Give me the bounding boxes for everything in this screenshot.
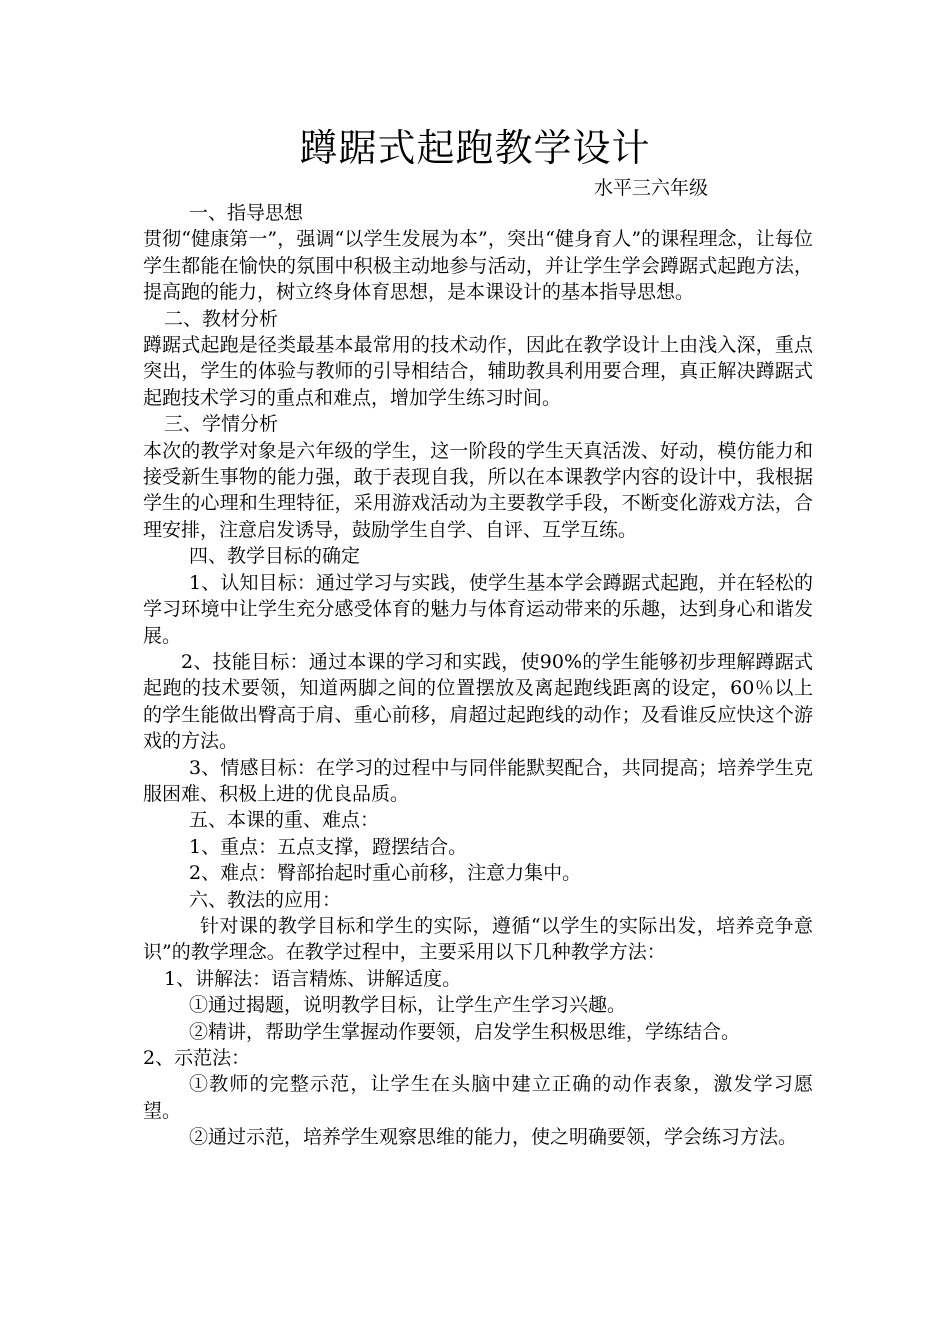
body-paragraph: 本次的教学对象是六年级的学生，这一阶段的学生天真活泼、好动，模仿能力和接受新生事物的能力强，敢于表现自我，所以在本课教学内容的设计中，我根据学生的心理和生理特征，采用游戏活动为主要教学手段，不断变化游戏方法，合理安排，注意启发诱导，鼓励学生自学、自评、互学互练。 [143, 439, 813, 541]
body-paragraph: 贯彻“健康第一”，强调“以学生发展为本”，突出“健身育人”的课程理念，让每位学生都能在愉快的氛围中积极主动地参与活动，并让学生学会蹲踞式起跑方法，提高跑的能力，树立终身体育思想，是本课设计的基本指导思想。 [143, 228, 813, 304]
list-item: ①通过揭题，说明教学目标，让学生产生学习兴趣。 [189, 994, 627, 1017]
section-heading: 四、教学目标的确定 [189, 545, 361, 568]
list-item: 2、示范法： [143, 1047, 251, 1069]
list-item: ②通过示范，培养学生观察思维的能力，使之明确要领，学会练习方法。 [189, 1126, 798, 1149]
section-heading: 二、教材分析 [164, 307, 279, 330]
body-paragraph: 针对课的教学目标和学生的实际，遵循“以学生的实际出发，培养竞争意识”的教学理念。在教学过程中，主要采用以下几种教学方法： [143, 914, 813, 964]
section-heading: 三、学情分析 [164, 413, 279, 436]
body-paragraph: 蹲踞式起跑是径类最基本最常用的技术动作，因此在教学设计上由浅入深，重点突出，学生的体验与教师的引导相结合，辅助教具利用要合理，真正解决蹲踞式起跑技术学习的重点和难点，增加学生练习时间。 [143, 334, 813, 409]
section-heading: 一、指导思想 [189, 202, 304, 224]
body-paragraph: 2、难点：臀部抬起时重心前移，注意力集中。 [189, 862, 582, 885]
document-title: 蹲踞式起跑教学设计 [299, 126, 651, 170]
list-item: ①教师的完整示范，让学生在头脑中建立正确的动作表象，激发学习愿望。 [143, 1073, 813, 1122]
section-heading: 五、本课的重、难点： [189, 809, 380, 832]
section-heading: 六、教法的应用： [189, 888, 342, 911]
document-subtitle: 水平三六年级 [594, 177, 709, 199]
body-paragraph: 2、技能目标：通过本课的学习和实践，使90%的学生能够初步理解蹲踞式起跑的技术要领，知道两脚之间的位置摆放及离起跑线距离的设定，60％以上的学生能做出臀高于肩、重心前移，肩超过起跑线的动作；及看谁反应快这个游戏的方法。 [143, 650, 813, 753]
body-paragraph: 3、情感目标：在学习的过程中与同伴能默契配合，共同提高；培养学生克服困难、积极上进的优良品质。 [143, 756, 813, 805]
body-paragraph: 1、重点：五点支撑，蹬摆结合。 [189, 835, 468, 858]
body-paragraph: 1、认知目标：通过学习与实践，使学生基本学会蹲踞式起跑，并在轻松的学习环境中让学生充分感受体育的魅力与体育运动带来的乐趣，达到身心和谐发展。 [143, 571, 813, 647]
document-body [143, 200, 813, 1151]
list-item: 1、讲解法：语言精炼、讲解适度。 [164, 967, 462, 990]
list-item: ②精讲，帮助学生掌握动作要领，启发学生积极思维，学练结合。 [189, 1020, 741, 1043]
